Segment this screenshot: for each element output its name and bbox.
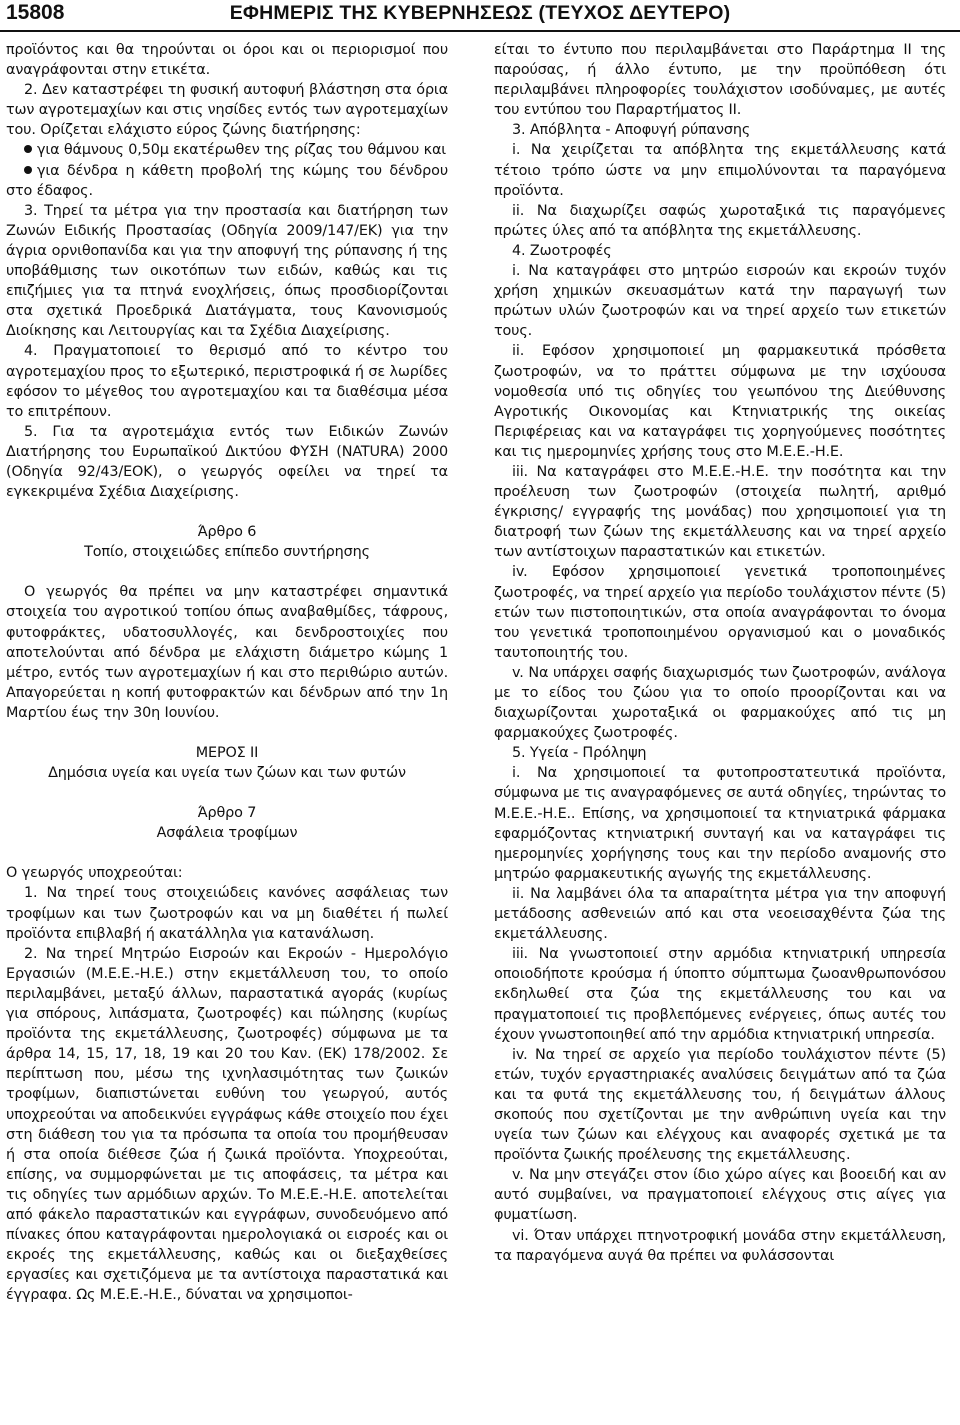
article-subtitle: Τοπίο, στοιχειώδες επίπεδο συντήρησης xyxy=(84,544,370,561)
paragraph: iii. Να καταγράφει στο Μ.Ε.Ε.-Η.Ε. την ποσότητα και την προέλευση των ζωοτροφών (στοιχεία πωλητή, αριθμό έγκρισης/ εγγραφής της μονάδας) που χρησιμοποιεί για τη διατροφή των ζώων της εκμετάλλευσης και να τηρεί αρχείο των αντίστοιχων παραστατικών και ετικετών. xyxy=(494,463,946,561)
paragraph: ii. Εφόσον χρησιμοποιεί μη φαρμακευτικά πρόσθετα ζωοτροφών, να το πράττει σύμφωνα με την ισχύουσα νομοθεσία υπό τις οδηγίες του γεωπόνου της Διεύθυνσης Αγροτικής Οικονομίας και Κτηνιατρικής της οικείας Περιφέρειας και να καταγράφει τις χορηγούμενες ποσότητες και τις ημερομηνίες χρήσης τους στο Μ.Ε.Ε.-Η.Ε. xyxy=(494,343,946,460)
bullet-text: για δένδρα η κάθετη προβολή της κώμης του δένδρου στο έδαφος. xyxy=(6,162,448,199)
article-title: Άρθρο 6 xyxy=(197,524,257,541)
paragraph: Ο γεωργός θα πρέπει να μην καταστρέφει σημαντικά στοιχεία του αγροτικού τοπίου όπως αναβαθμίδες, τάφρους, φυτοφράκτες, υδατοσυλλογές, και δενδροστοιχίες που αποτελούνται από δένδρα με ελάχιστη διάμετρο κώμης 1 μέτρο, εντός των αγροτεμαχίων ή και στο περιθώριο αυτών. Απαγορεύεται η κοπή φυτοφρακτών και δένδρων από την 1η Μαρτίου έως την 30η Ιουνίου. xyxy=(6,584,448,721)
spacer xyxy=(6,502,448,522)
bullet-item xyxy=(6,140,448,160)
paragraph: ii. Να διαχωρίζει σαφώς χωροταξικά τις παραγόμενες πρώτες ύλες από τα απόβλητα της εκμετάλλευσης. xyxy=(494,202,946,239)
paragraph: 3. Τηρεί τα μέτρα για την προστασία και διατήρηση των Ζωνών Ειδικής Προστασίας (Οδηγία 2009/147/ΕΚ) για την άγρια ορνιθοπανίδα και για την αποφυγή της ρύπανσης ή της υποβάθμισης των οικοτόπων των ειδών, καθώς και τις επιζήμιες για τα πτηνά ενοχλήσεις, όπως προσδιορίζονται στα σχετικά Προεδρικά Διατάγματα, τους Κανονισμούς Διοίκησης και Λειτουργίας και τα Σχέδια Διαχείρισης. xyxy=(6,202,448,340)
article-subtitle: Ασφάλεια τροφίμων xyxy=(156,825,298,842)
bullet-text: για θάμνους 0,50μ εκατέρωθεν της ρίζας του θάμνου και xyxy=(37,142,447,159)
paragraph: v. Να μην στεγάζει στον ίδιο χώρο αίγες και βοοειδή και αν αυτό συμβαίνει, να πραγματοποιεί ελέγχους στις αίγες για φυματίωση. xyxy=(494,1167,946,1224)
gazette-title: ΕΦΗΜΕΡΙΣ ΤΗΣ ΚΥΒΕΡΝΗΣΕΩΣ (ΤΕΥΧΟΣ ΔΕΥΤΕΡΟ) xyxy=(229,2,731,24)
paragraph: i. Να καταγράφει στο μητρώο εισροών και εκροών τυχόν χρήση χημικών σκευασμάτων κατά την παραγωγή των πρώτων υλών ζωοτροφών και να τηρεί αρχείο των ετικετών τους. xyxy=(494,263,946,340)
paragraph: Ο γεωργός υποχρεούται: xyxy=(6,865,183,882)
bullet-item xyxy=(6,161,448,201)
paragraph: iv. Να τηρεί σε αρχείο για περίοδο τουλάχιστον πέντε (5) ετών, τυχόν εργαστηριακές αναλύσεις δειγμάτων από τα ζώα και τα φυτά της εκμετάλλευσης του, ή δειγμάτων άλλους σκοπούς που σχετίζονται με την ανθρώπινη υγεία και την υγεία των ζώων και ελέγχους και αναφορές σχετικά με τα προϊόντα ζωικής προέλευσης της εκμετάλλευσης. xyxy=(494,1046,946,1164)
part-title: ΜΕΡΟΣ ΙΙ xyxy=(195,745,259,761)
section-heading: 3. Απόβλητα - Αποφυγή ρύπανσης xyxy=(512,122,751,139)
section-heading: 5. Υγεία - Πρόληψη xyxy=(512,745,647,762)
paragraph: iii. Να γνωστοποιεί στην αρμόδια κτηνιατρική υπηρεσία οποιοδήποτε κρούσμα ή ύποπτο σύμπτωμα ζωοανθρωπονόσου εκδηλωθεί στα ζώα της εκμετάλλευσης του και να πραγματοποιεί τις προβλεπόμενες ενέργειες, όπως αυτές του έχουν γνωστοποιηθεί από την αρμόδια κτηνιατρική υπηρεσία. xyxy=(494,946,946,1043)
paragraph: v. Να υπάρχει σαφής διαχωρισμός των ζωοτροφών, ανάλογα με το είδος του ζώου για το οποίο προορίζονται και να διαχωρίζονται χωροταξικά οι φαρμακούχες από τις μη φαρμακούχες ζωοτροφές. xyxy=(494,664,946,742)
paragraph: προϊόντος και θα τηρούνται οι όροι και οι περιορισμοί που αναγράφονται στην ετικέτα. xyxy=(6,42,448,79)
paragraph: 2. Δεν καταστρέφει τη φυσική αυτοφυή βλάστηση στα όρια των αγροτεμαχίων και στις νησίδες εντός των αγροτεμαχίων του. Ορίζεται ελάχιστο εύρος ζώνης διατήρησης: xyxy=(6,82,448,139)
bullet-icon xyxy=(24,166,32,174)
page-number: 15808 xyxy=(6,1,65,24)
article-title: Άρθρο 7 xyxy=(197,805,257,822)
paragraph: 4. Πραγματοποιεί το θερισμό από το κέντρο του αγροτεμαχίου προς το εξωτερικό, περιστροφικά ή σε λωρίδες εφόσον το μέγεθος του αγροτεμαχίου και τα διαθέσιμα μέσα το επιτρέπουν. xyxy=(6,343,448,420)
paragraph: i. Να χειρίζεται τα απόβλητα της εκμετάλλευσης κατά τέτοιο τρόπο ώστε να μην επιμολύνονται τα παραγόμενα προϊόντα. xyxy=(494,142,946,199)
spacer xyxy=(6,843,448,863)
spacer xyxy=(6,562,448,582)
section-heading: 4. Ζωοτροφές xyxy=(512,242,612,259)
paragraph: vi. Όταν υπάρχει πτηνοτροφική μονάδα στην εκμετάλλευση, τα παραγόμενα αυγά θα πρέπει να φυλάσσονται xyxy=(494,1227,946,1264)
part-subtitle: Δημόσια υγεία και υγεία των ζώων και των φυτών xyxy=(48,765,406,782)
paragraph: ii. Να λαμβάνει όλα τα απαραίτητα μέτρα για την αποφυγή μετάδοσης ασθενειών από και στα νεοεισαχθέντα ζώα της εκμετάλλευσης. xyxy=(494,885,946,943)
page-header xyxy=(0,0,960,32)
paragraph: i. Να χρησιμοποιεί τα φυτοπροστατευτικά προϊόντα, σύμφωνα με τις αναγραφόμενες σε αυτά οδηγίες, τηρώντας το Μ.Ε.Ε.-Η.Ε.. Επίσης, να χρησιμοποιεί τα κτηνιατρικά φάρμακα εφαρμόζοντας κτηνιατρική συνταγή και να καταγράφει τις ημερομηνίες χορήγησης τους και την περίοδο αναμονής στο μητρώο φαρμακευτικής αγωγής της εκμετάλλευσης. xyxy=(494,765,946,882)
left-column xyxy=(6,40,448,1305)
spacer xyxy=(6,783,448,803)
spacer xyxy=(6,723,448,743)
paragraph: 5. Για τα αγροτεμάχια εντός των Ειδικών Ζωνών Διατήρησης του Ευρωπαϊκού Δικτύου ΦΥΣΗ (NATURA) 2000 (Οδηγία 92/43/ΕΟΚ), ο γεωργός οφείλει να τηρεί τα εγκεκριμένα Σχέδια Διαχείρισης. xyxy=(6,423,448,501)
right-column xyxy=(494,40,946,1266)
paragraph: είται το έντυπο που περιλαμβάνεται στο Παράρτημα ΙΙ της παρούσας, ή άλλο έντυπο, με την προϋπόθεση ότι περιλαμβάνει πληροφορίες τουλάχιστον ισοδύναμες, με αυτές του εντύπου του Παραρτήματος ΙΙ. xyxy=(494,42,946,119)
paragraph: iv. Εφόσον χρησιμοποιεί γενετικά τροποποιημένες ζωοτροφές, να τηρεί αρχείο για περίοδο τουλάχιστον πέντε (5) ετών των πιστοποιητικών, στα οποία αναγράφονται το όνομα του γενετικά τροποποιημένου οργανισμού και ο μοναδικός ταυτοποιητής του. xyxy=(494,564,946,661)
paragraph: 2. Να τηρεί Μητρώο Εισροών και Εκροών - Ημερολόγιο Εργασιών (Μ.Ε.Ε.-Η.Ε.) στην εκμετάλλευση του, το οποίο περιλαμβάνει, μεταξύ άλλων, παραστατικά αγοράς (κυρίως για σπόρους, λιπάσματα, ζωοτροφές) και πώλησης (κυρίως προϊόντα της εκμετάλλευσης, ζωοτροφές) σύμφωνα με τα άρθρα 14, 15, 17, 18, 19 και 20 του Καν. (ΕΚ) 178/2002. Σε περίπτωση που, μέσω της ιχνηλασιμότητας των ζωικών τροφίμων, διαπιστώνεται ευθύνη του γεωργού, αυτός υποχρεούται να αποδεικνύει εγγράφως κάθε στοιχείο που έχει στη διάθεση του για τα πρόσωπα τα οποία του προμήθευσαν ή στα οποία διέθεσε ζώα ή ζωικά προϊόντα. Υποχρεούται, επίσης, να συμμορφώνεται με τις αποφάσεις, τα μέτρα και τις οδηγίες των αρμόδιων αρχών. Το Μ.Ε.Ε.-Η.Ε. αποτελείται από φάκελο παραστατικών και εγγράφων, συνοδευόμενο από πίνακες όπου καταγράφονται ημερολογιακά οι εισροές και οι εκροές της εκμετάλλευσης, καθώς και οι διεξαχθείσες εργασίες και σχετιζόμενα με τα αντίστοιχα παραστατικά και έγγραφα. Ως Μ.Ε.Ε.-Η.Ε., δύναται να χρησιμοποι- xyxy=(6,945,448,1304)
bullet-icon xyxy=(24,145,32,153)
paragraph: 1. Να τηρεί τους στοιχειώδεις κανόνες ασφάλειας των τροφίμων και των ζωοτροφών και να μη διαθέτει ή πωλεί προϊόντα επιβλαβή ή ακατάλληλα για κατανάλωση. xyxy=(6,885,448,942)
